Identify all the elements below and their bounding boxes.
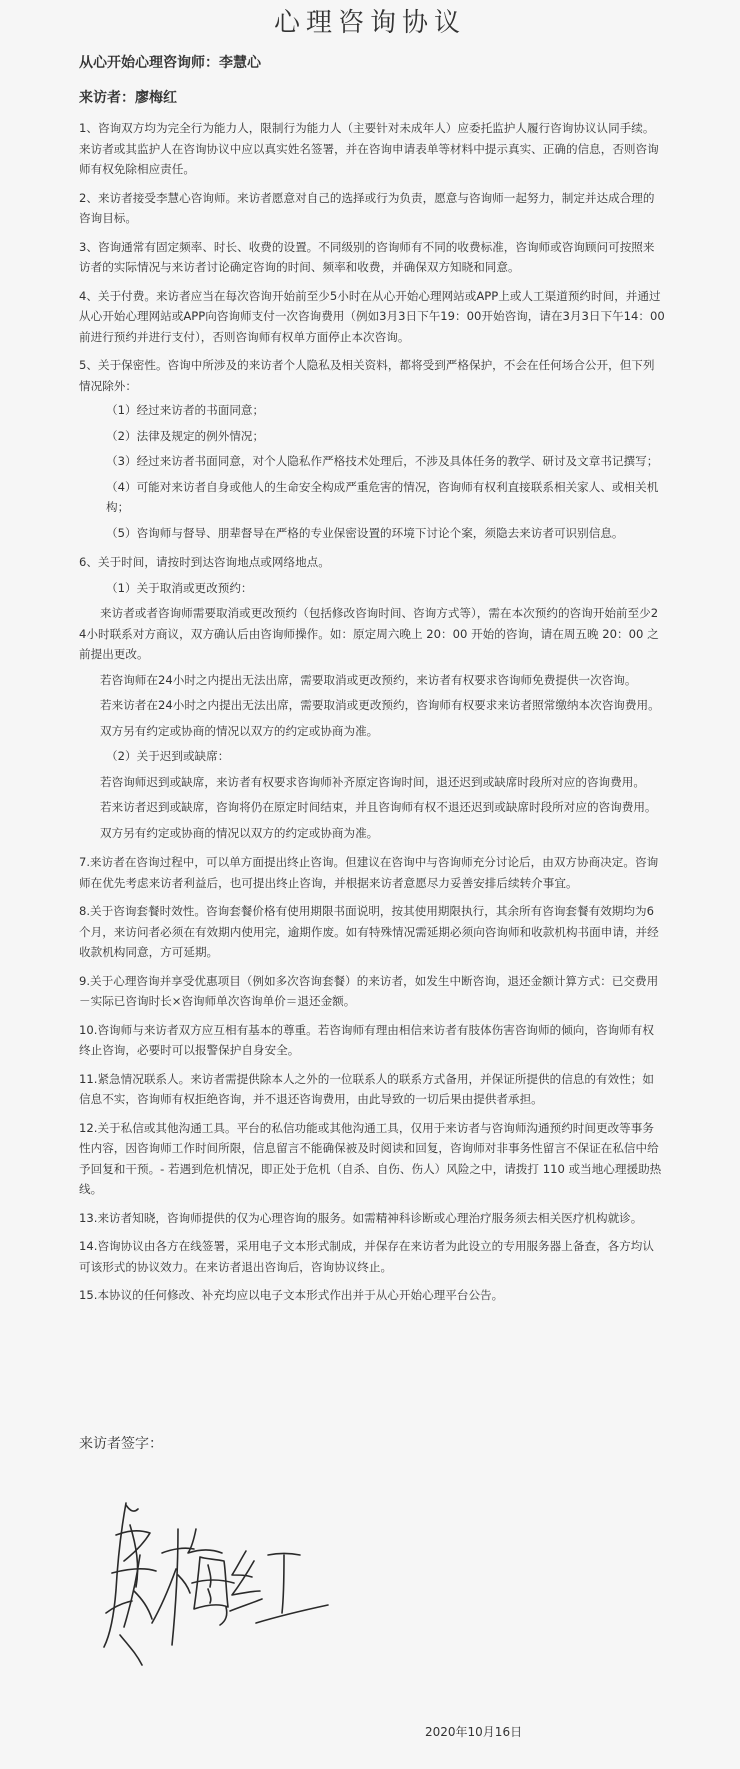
clause-8: 8.关于咨询套餐时效性。咨询套餐价格有使用期限书面说明，按其使用期限执行，其余所有咨询套餐有效期均为6个月，来访问者必须在有效期内使用完，逾期作废。如有特殊情况需延期必须向咨询师和收款机构书面申请，并经收款机构同意，方可延期。 <box>79 904 659 959</box>
late-counselor: 若咨询师迟到或缺席，来访者有权要求咨询师补齐原定咨询时间，退还迟到或缺席时段所对应的咨询费用。 <box>100 774 645 789</box>
cancel-heading: （1）关于取消或更改预约： <box>106 580 253 595</box>
confidentiality-exception-5: （5）咨询师与督导、朋辈督导在严格的专业保密设置的环境下讨论个案，须隐去来访者可识别信息。 <box>106 525 624 540</box>
page-title: 心理咨询协议 <box>273 8 466 38</box>
confidentiality-exception-4: （4）可能对来访者自身或他人的生命安全构成严重危害的情况，咨询师有权利直接联系相关家人、或相关机构； <box>106 479 659 514</box>
clause-1: 1、咨询双方均为完全行为能力人，限制行为能力人（主要针对未成年人）应委托监护人履行咨询协议认同手续。来访者或其监护人在咨询协议中应以真实姓名签署，并在咨询申请表单等材料中提示真实、正确的信息，否则咨询师有权免除相应责任。 <box>79 121 659 176</box>
clause-13: 13.来访者知晓，咨询师提供的仅为心理咨询的服务。如需精神科诊断或心理治疗服务须去相关医疗机构就诊。 <box>79 1210 643 1225</box>
late-heading: （2）关于迟到或缺席： <box>106 749 230 763</box>
handwritten-signature <box>96 1495 336 1670</box>
clause-list <box>79 118 665 1314</box>
clause-6-heading: 6、关于时间，请按时到达咨询地点或网络地点。 <box>79 555 330 569</box>
signature-date: 2020年10月16日 <box>425 1725 523 1739</box>
clause-15: 15.本协议的任何修改、补充均应以电子文本形式作出并于从心开始心理平台公告。 <box>79 1288 504 1302</box>
clause-12: 12.关于私信或其他沟通工具。平台的私信功能或其他沟通工具，仅用于来访者与咨询师沟通预约时间更改等事务性内容，因咨询师工作时间所限，信息留言不能确保被及时阅读和回复，咨询师对非事务性留言不保证在私信中给予回复和干预。- 若遇到危机情况，即正处于危机（自杀、自伤、伤人）风险之中，请拨打 110 或当地心理援助热线。 <box>79 1120 662 1196</box>
cancel-client: 若来访者在24小时之内提出无法出席，需要取消或更改预约，咨询师有权要求来访者照常缴纳本次咨询费用。 <box>100 698 660 712</box>
clause-9: 9.关于心理咨询并享受优惠项目（例如多次咨询套餐）的来访者，如发生中断咨询，退还金额计算方式：已交费用－实际已咨询时长×咨询师单次咨询单价＝退还金额。 <box>79 973 659 1008</box>
clause-5: 5、关于保密性。咨询中所涉及的来访者个人隐私及相关资料，都将受到严格保护，不会在任何场合公开，但下列情况除外： <box>79 358 655 393</box>
clause-11: 11.紧急情况联系人。来访者需提供除本人之外的一位联系人的联系方式备用，并保证所提供的信息的有效性；如信息不实，咨询师有权拒绝咨询，并不退还咨询费用，由此导致的一切后果由提供者承担。 <box>79 1071 654 1106</box>
clause-7: 7.来访者在咨询过程中，可以单方面提出终止咨询。但建议在咨询中与咨询师充分讨论后，由双方协商决定。咨询师在优先考虑来访者利益后，也可提出终止咨询，并根据来访者意愿尽力妥善安排后续转介事宜。 <box>79 855 659 890</box>
cancel-other: 双方另有约定或协商的情况以双方的约定或协商为准。 <box>100 723 379 738</box>
client-line: 来访者：廖梅红 <box>79 90 177 106</box>
clause-10: 10.咨询师与来访者双方应互相有基本的尊重。若咨询师有理由相信来访者有肢体伤害咨询师的倾向，咨询师有权终止咨询，必要时可以报警保护自身安全。 <box>79 1022 654 1057</box>
clause-4: 4、关于付费。来访者应当在每次咨询开始前至少5小时在从心开始心理网站或APP上或人工渠道预约时间，并通过从心开始心理网站或APP向咨询师支付一次咨询费用（例如3月3日下午19：00开始咨询，请在3月3日下午14：00前进行预约并进行支付），否则咨询师有权单方面停止本次咨询。 <box>79 288 665 344</box>
clause-3: 3、咨询通常有固定频率、时长、收费的设置。不同级别的咨询师有不同的收费标准，咨询师或咨询顾问可按照来访者的实际情况与来访者讨论确定咨询的时间、频率和收费，并确保双方知晓和同意。 <box>79 239 655 274</box>
confidentiality-exception-1: （1）经过来访者的书面同意； <box>106 403 265 417</box>
late-other: 双方另有约定或协商的情况以双方的约定或协商为准。 <box>100 825 379 840</box>
clause-14: 14.咨询协议由各方在线签署，采用电子文本形式制成，并保存在来访者为此设立的专用服务器上备查，各方均认可该形式的协议效力。在来访者退出咨询后，咨询协议终止。 <box>79 1239 654 1274</box>
cancel-counselor: 若咨询师在24小时之内提出无法出席，需要取消或更改预约，来访者有权要求咨询师免费提供一次咨询。 <box>100 672 637 687</box>
late-client: 若来访者迟到或缺席，咨询将仍在原定时间结束，并且咨询师有权不退还迟到或缺席时段所对应的咨询费用。 <box>100 800 657 814</box>
clause-2: 2、来访者接受李慧心咨询师。来访者愿意对自己的选择或行为负责，愿意与咨询师一起努力，制定并达成合理的咨询目标。 <box>79 190 655 225</box>
signature-label: 来访者签字： <box>79 1436 163 1452</box>
cancel-body: 来访者或者咨询师需要取消或更改预约（包括修改咨询时间、咨询方式等），需在本次预约的咨询开始前至少24小时联系对方商议，双方确认后由咨询师操作。如：原定周六晚上 20：00 开始的咨询，请在周五晚 20：00 之前提出更改。 <box>79 606 659 661</box>
counselor-line: 从心开始心理咨询师：李慧心 <box>79 55 261 71</box>
confidentiality-exception-2: （2）法律及规定的例外情况； <box>106 428 265 443</box>
confidentiality-exception-3: （3）经过来访者书面同意，对个人隐私作严格技术处理后，不涉及具体任务的教学、研讨及文章书记撰写； <box>106 454 659 468</box>
